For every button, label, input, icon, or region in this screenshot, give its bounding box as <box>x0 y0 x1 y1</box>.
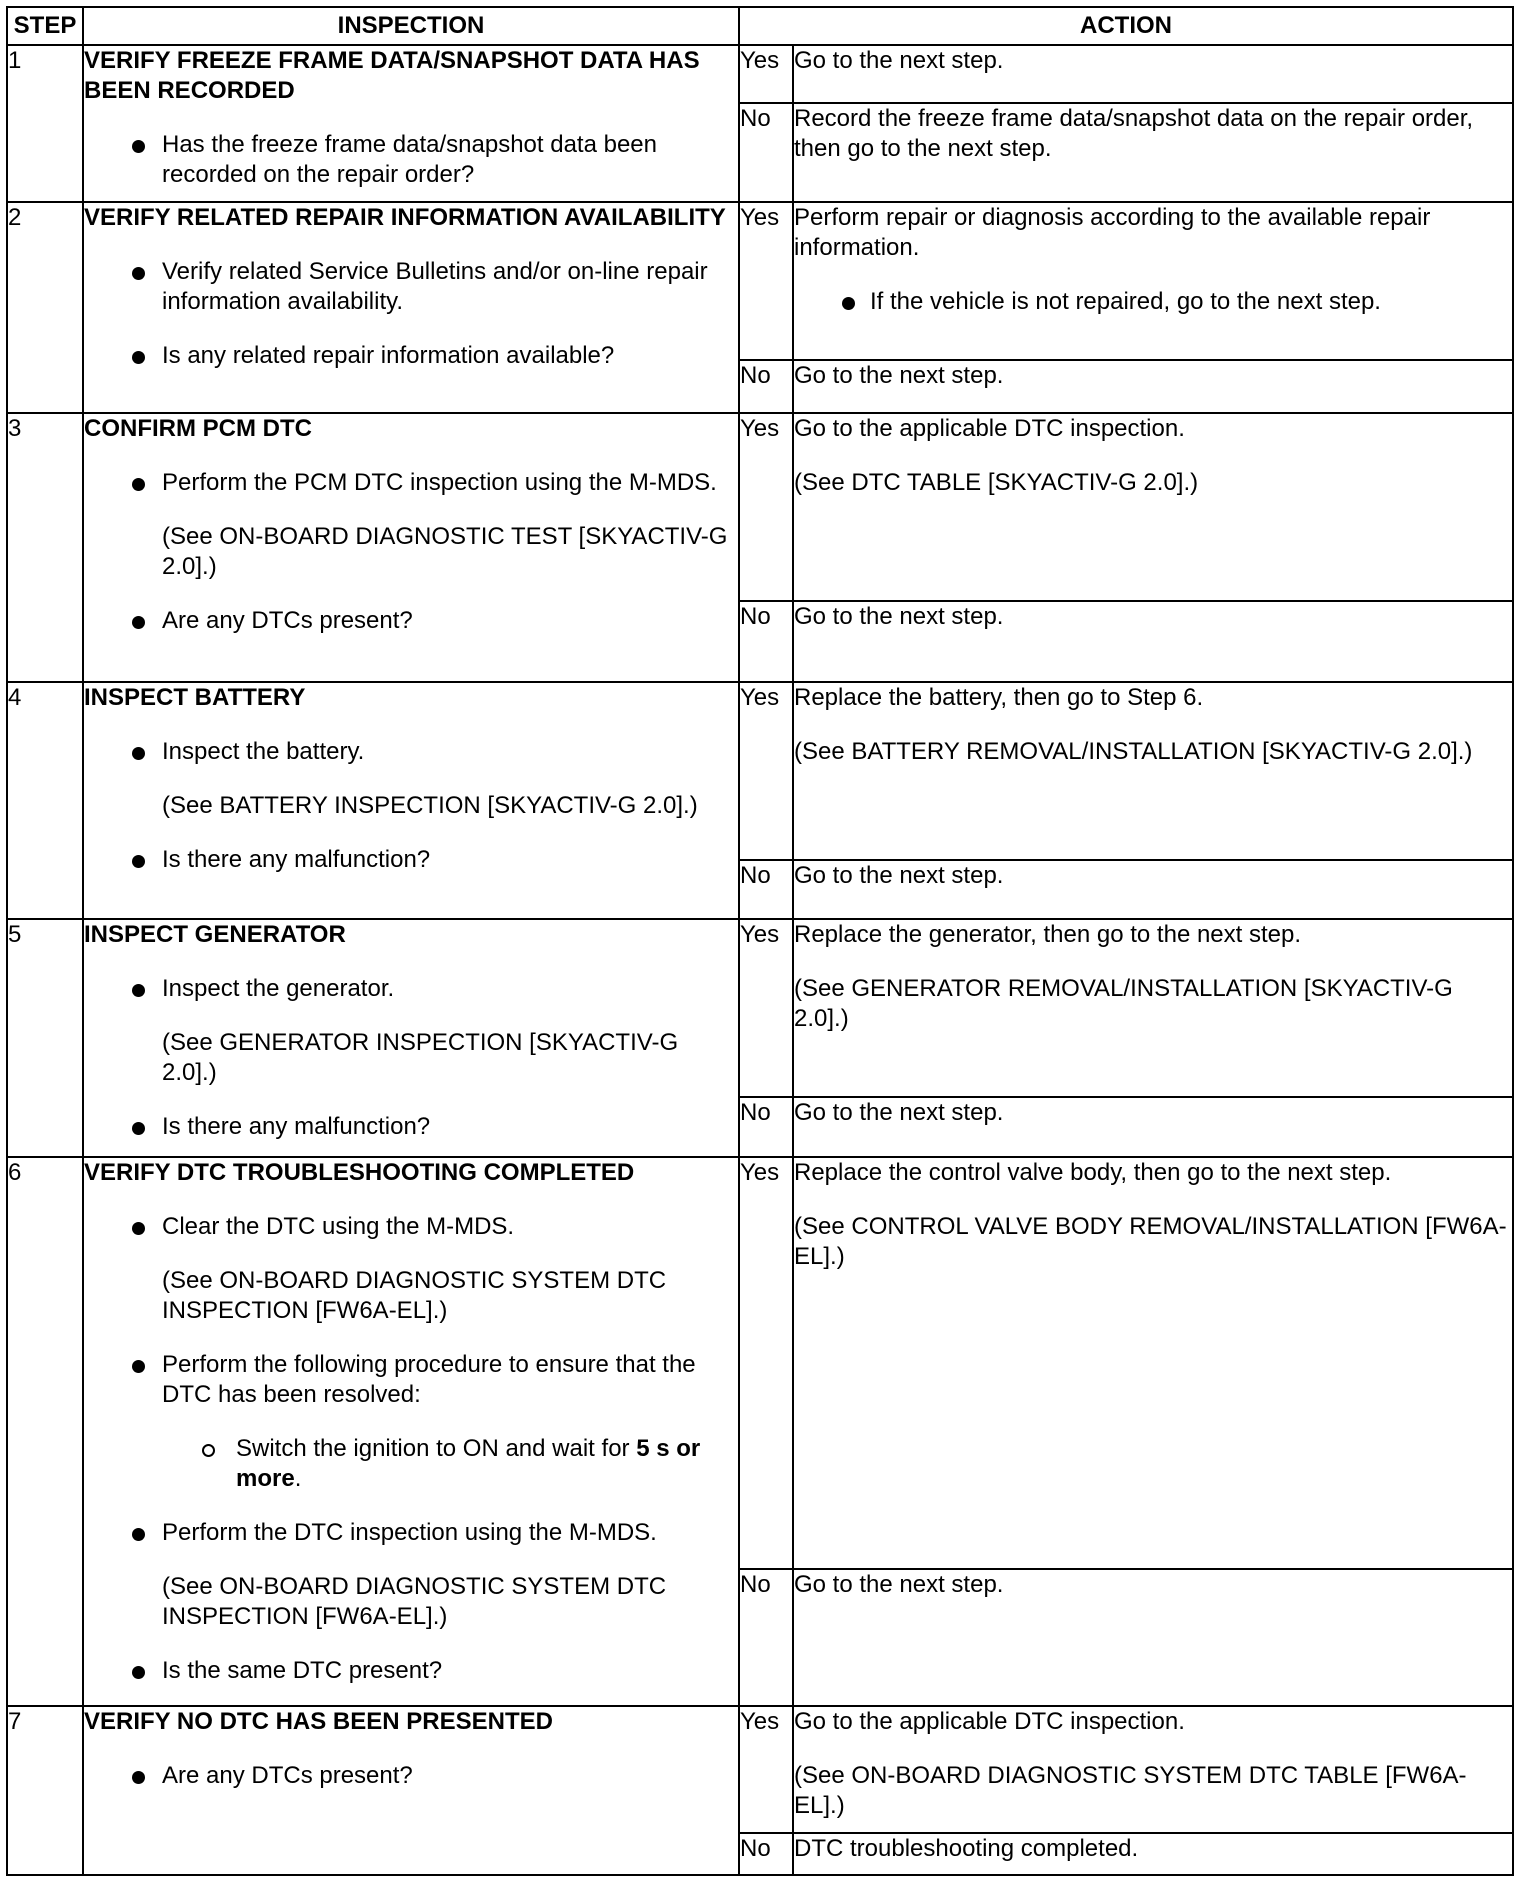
yes-action <box>793 413 1513 600</box>
action-text: Go to the next step. <box>794 1570 1004 1598</box>
action-text: Replace the control valve body, then go to the next step. <box>794 1159 1392 1187</box>
yes-label: Yes <box>739 1706 793 1833</box>
step-7-yes-row <box>7 1706 1513 1833</box>
inspection-bullet: Are any DTCs present? <box>84 606 738 636</box>
step-4-inspection <box>83 682 739 919</box>
yes-action <box>793 1706 1513 1833</box>
step-1-inspection <box>83 45 739 202</box>
step-3-yes-row <box>7 413 1513 600</box>
step-title: VERIFY FREEZE FRAME DATA/SNAPSHOT DATA HAS BEEN RECORDED <box>84 47 700 104</box>
step-number: 4 <box>7 682 83 919</box>
step-number: 7 <box>7 1706 83 1875</box>
inspection-bullet: Clear the DTC using the M-MDS. <box>84 1212 738 1242</box>
no-action <box>793 601 1513 682</box>
action-reference: (See DTC TABLE [SKYACTIV-G 2.0].) <box>794 469 1199 497</box>
step-5-inspection <box>83 919 739 1157</box>
step-5-yes-row <box>7 919 1513 1097</box>
inspection-bullet: Perform the following procedure to ensure that the DTC has been resolved: <box>84 1350 738 1410</box>
no-action <box>793 860 1513 919</box>
reference-note: (See ON-BOARD DIAGNOSTIC SYSTEM DTC INSPECTION [FW6A-EL].) <box>162 1573 667 1631</box>
action-text: Record the freeze frame data/snapshot data on the repair order, then go to the next step. <box>794 105 1474 163</box>
header-step: STEP <box>7 7 83 45</box>
action-text: Go to the applicable DTC inspection. <box>794 1707 1185 1735</box>
action-bullet: If the vehicle is not repaired, go to the next step. <box>794 287 1512 317</box>
yes-action <box>793 1157 1513 1568</box>
step-6-inspection <box>83 1157 739 1706</box>
step-2-yes-row <box>7 202 1513 360</box>
action-text: Replace the battery, then go to Step 6. <box>794 683 1204 711</box>
inspection-bullet: Inspect the battery. <box>84 737 738 767</box>
inspection-bullet: Is the same DTC present? <box>84 1656 738 1686</box>
inspection-bullet: Inspect the generator. <box>84 974 738 1004</box>
step-number: 3 <box>7 413 83 681</box>
action-text: Go to the next step. <box>794 1099 1004 1127</box>
inspection-bullet: Perform the PCM DTC inspection using the M-MDS. <box>84 468 738 498</box>
step-number: 2 <box>7 202 83 413</box>
step-2-inspection <box>83 202 739 413</box>
no-action <box>793 1569 1513 1706</box>
inspection-bullet: Has the freeze frame data/snapshot data been recorded on the repair order? <box>84 130 738 190</box>
inspection-bullet: Is any related repair information available? <box>84 341 738 371</box>
no-label: No <box>739 103 793 202</box>
procedure-sub-bullet <box>84 1434 738 1494</box>
no-action <box>793 103 1513 202</box>
sub-bullet-emphasis: 5 s or more <box>236 1435 701 1493</box>
inspection-bullet: Is there any malfunction? <box>84 1112 738 1142</box>
yes-label: Yes <box>739 202 793 360</box>
step-number: 5 <box>7 919 83 1157</box>
step-title: VERIFY NO DTC HAS BEEN PRESENTED <box>84 1707 553 1735</box>
reference-note: (See BATTERY INSPECTION [SKYACTIV-G 2.0].) <box>162 791 698 819</box>
step-6-yes-row <box>7 1157 1513 1568</box>
action-text: Go to the next step. <box>794 861 1004 889</box>
yes-action <box>793 682 1513 860</box>
table-header-row <box>7 7 1513 45</box>
no-action <box>793 360 1513 413</box>
step-title: VERIFY RELATED REPAIR INFORMATION AVAILABILITY <box>84 204 726 232</box>
reference-note: (See ON-BOARD DIAGNOSTIC SYSTEM DTC INSPECTION [FW6A-EL].) <box>162 1267 667 1325</box>
no-label: No <box>739 860 793 919</box>
yes-action <box>793 45 1513 103</box>
action-reference: (See BATTERY REMOVAL/INSTALLATION [SKYACTIV-G 2.0].) <box>794 737 1473 765</box>
step-number: 1 <box>7 45 83 202</box>
action-text: Go to the next step. <box>794 602 1004 630</box>
action-text: Replace the generator, then go to the next step. <box>794 920 1302 948</box>
step-1-yes-row <box>7 45 1513 103</box>
inspection-bullet: Are any DTCs present? <box>84 1761 738 1791</box>
no-label: No <box>739 1097 793 1157</box>
action-text: Perform repair or diagnosis according to the available repair information. <box>794 204 1431 262</box>
step-3-inspection <box>83 413 739 681</box>
step-title: INSPECT GENERATOR <box>84 920 346 948</box>
no-label: No <box>739 601 793 682</box>
reference-note: (See ON-BOARD DIAGNOSTIC TEST [SKYACTIV-G 2.0].) <box>162 523 728 581</box>
no-label: No <box>739 1833 793 1875</box>
action-reference: (See ON-BOARD DIAGNOSTIC SYSTEM DTC TABLE [FW6A-EL].) <box>794 1761 1467 1819</box>
step-title: CONFIRM PCM DTC <box>84 415 312 443</box>
sub-bullet-end: . <box>294 1465 302 1493</box>
yes-label: Yes <box>739 45 793 103</box>
action-text: Go to the next step. <box>794 362 1004 390</box>
action-text: Go to the next step. <box>794 47 1004 74</box>
no-action <box>793 1833 1513 1875</box>
no-label: No <box>739 1569 793 1706</box>
step-7-inspection <box>83 1706 739 1875</box>
inspection-bullet: Is there any malfunction? <box>84 845 738 875</box>
no-action <box>793 1097 1513 1157</box>
step-number: 6 <box>7 1157 83 1706</box>
inspection-bullet: Verify related Service Bulletins and/or on-line repair information availability. <box>84 257 738 317</box>
action-text: DTC troubleshooting completed. <box>794 1834 1139 1862</box>
yes-action <box>793 919 1513 1097</box>
step-4-yes-row <box>7 682 1513 860</box>
no-label: No <box>739 360 793 413</box>
inspection-bullet: Perform the DTC inspection using the M-MDS. <box>84 1518 738 1548</box>
diagnostic-procedure-table <box>6 6 1514 1876</box>
yes-label: Yes <box>739 1157 793 1568</box>
yes-action <box>793 202 1513 360</box>
action-text: Go to the applicable DTC inspection. <box>794 415 1185 443</box>
action-reference: (See CONTROL VALVE BODY REMOVAL/INSTALLATION [FW6A-EL].) <box>794 1213 1507 1271</box>
header-inspection: INSPECTION <box>83 7 739 45</box>
step-title: VERIFY DTC TROUBLESHOOTING COMPLETED <box>84 1159 635 1187</box>
reference-note: (See GENERATOR INSPECTION [SKYACTIV-G 2.0].) <box>162 1028 679 1086</box>
header-action: ACTION <box>739 7 1513 45</box>
yes-label: Yes <box>739 413 793 600</box>
step-title: INSPECT BATTERY <box>84 683 306 711</box>
action-reference: (See GENERATOR REMOVAL/INSTALLATION [SKYACTIV-G 2.0].) <box>794 974 1453 1032</box>
sub-bullet-text: Switch the ignition to ON and wait for <box>236 1435 637 1463</box>
yes-label: Yes <box>739 919 793 1097</box>
yes-label: Yes <box>739 682 793 860</box>
